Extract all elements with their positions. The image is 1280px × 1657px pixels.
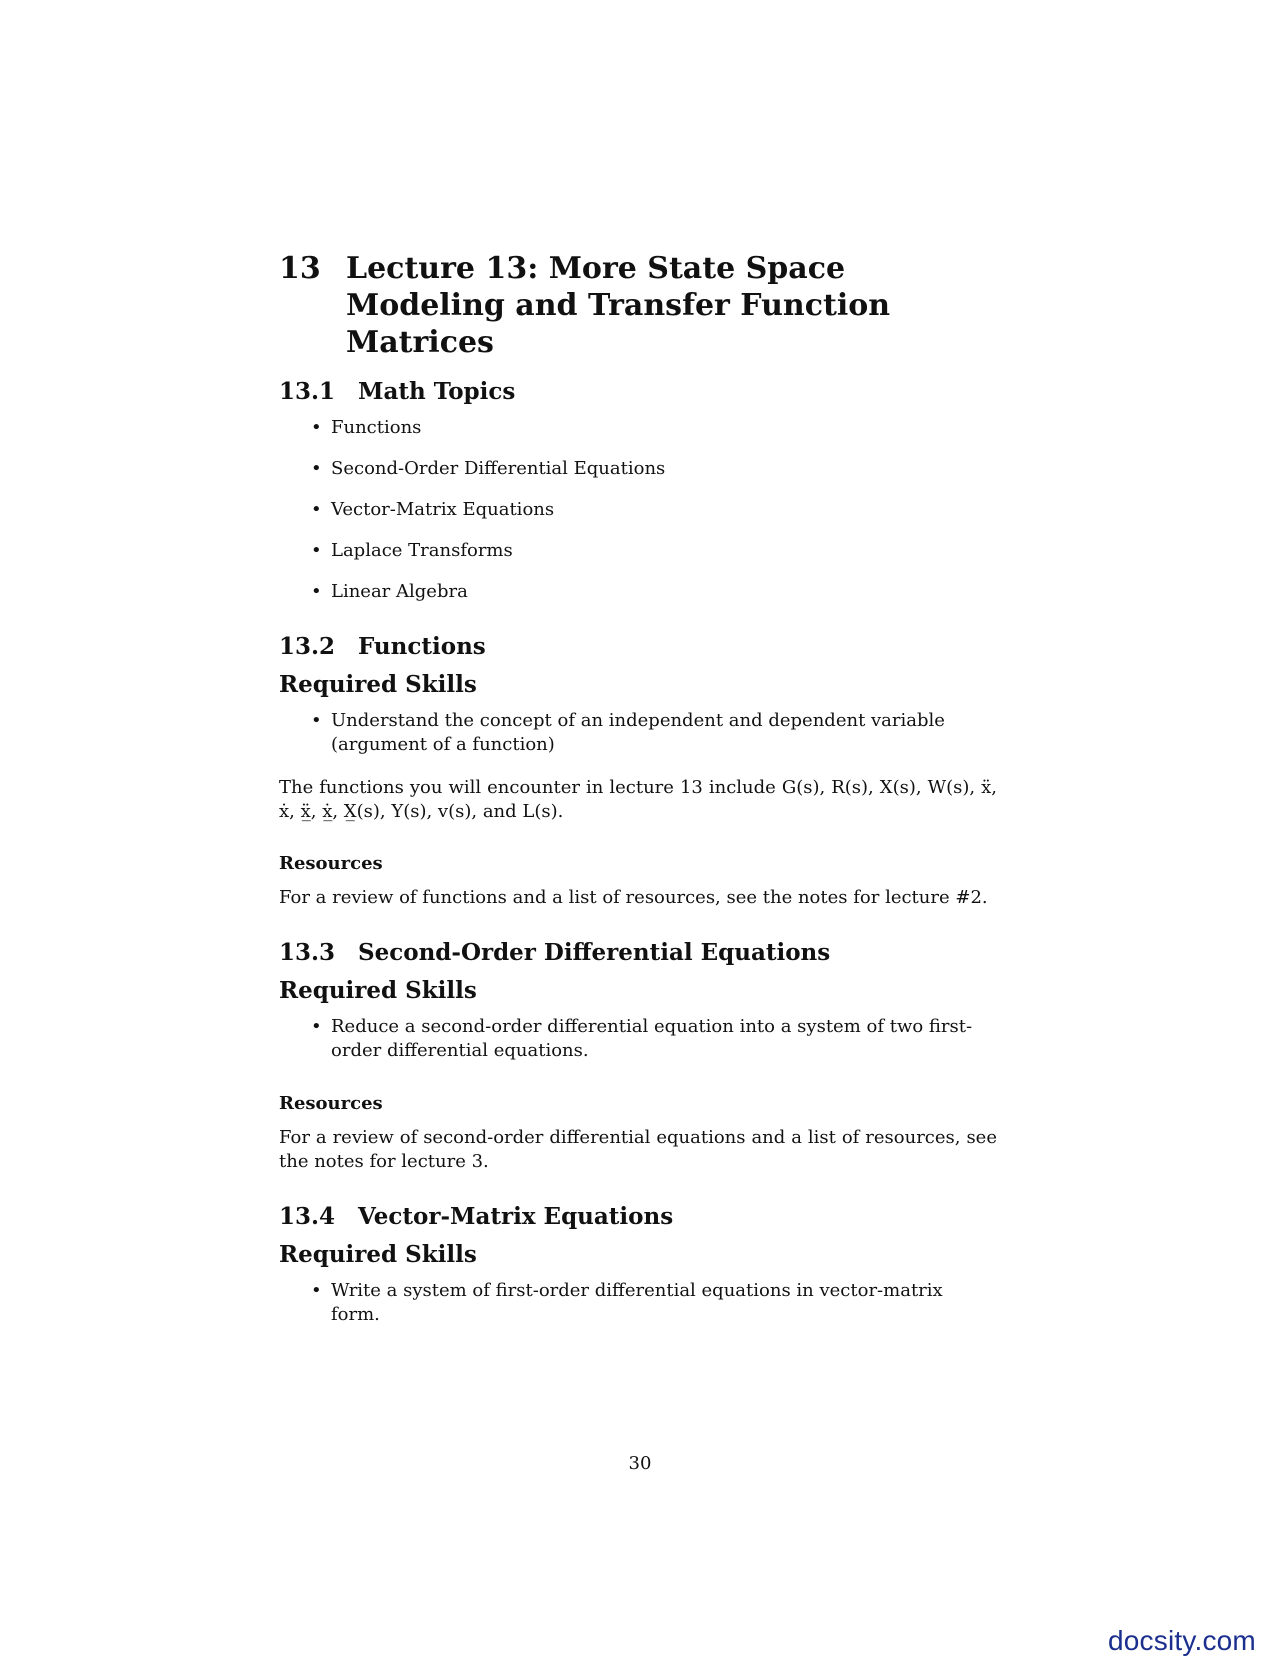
list-item: • Vector-Matrix Equations [331,498,997,522]
list-item: • Reduce a second-order differential equation into a system of two first-order differential equations. [331,1015,997,1063]
section-heading-vector-matrix [279,1203,997,1231]
chapter-title: Lecture 13: More State Space Modeling and Transfer Function Matrices [346,251,891,360]
resources-text: For a review of functions and a list of resources, see the notes for lecture #2. [279,887,988,908]
section-heading-functions [279,633,997,661]
section-heading-second-order [279,939,997,967]
math-topics-list [279,416,997,604]
section-number: 13.2 [279,633,336,660]
required-skills-heading: Required Skills [279,977,477,1004]
chapter-heading [279,250,997,361]
docsity-watermark-link[interactable]: docsity.com [1108,1625,1256,1656]
functions-paragraph: The functions you will encounter in lecture 13 include G(s), R(s), X(s), W(s), ẍ, ẋ, ẍ̲, ẋ̲, X̲(s), Y(s), v(s), and L(s). [279,777,997,822]
chapter-number: 13 [279,251,321,286]
list-item: • Linear Algebra [331,580,997,604]
skills-list [279,1015,997,1063]
section-title: Math Topics [358,378,516,405]
list-item: • Laplace Transforms [331,539,997,563]
required-skills-heading: Required Skills [279,1241,477,1268]
required-skills-heading: Required Skills [279,671,477,698]
list-item: • Understand the concept of an independent and dependent variable (argument of a function) [331,709,997,757]
resources-text: For a review of second-order differential equations and a list of resources, see the notes for lecture 3. [279,1127,997,1172]
skills-list [279,1279,997,1327]
resources-heading: Resources [279,1093,383,1114]
section-title: Functions [358,633,486,660]
resources-heading: Resources [279,853,383,874]
section-number: 13.3 [279,939,336,966]
list-item: • Second-Order Differential Equations [331,457,997,481]
document-page [279,250,997,1327]
list-item: • Write a system of first-order differential equations in vector-matrix form. [331,1279,997,1327]
section-number: 13.4 [279,1203,336,1230]
section-number: 13.1 [279,378,336,405]
section-heading-math-topics [279,378,997,406]
section-title: Second-Order Differential Equations [358,939,831,966]
page-number: 30 [628,1453,652,1474]
list-item: • Functions [331,416,997,440]
skills-list [279,709,997,757]
section-title: Vector-Matrix Equations [358,1203,674,1230]
